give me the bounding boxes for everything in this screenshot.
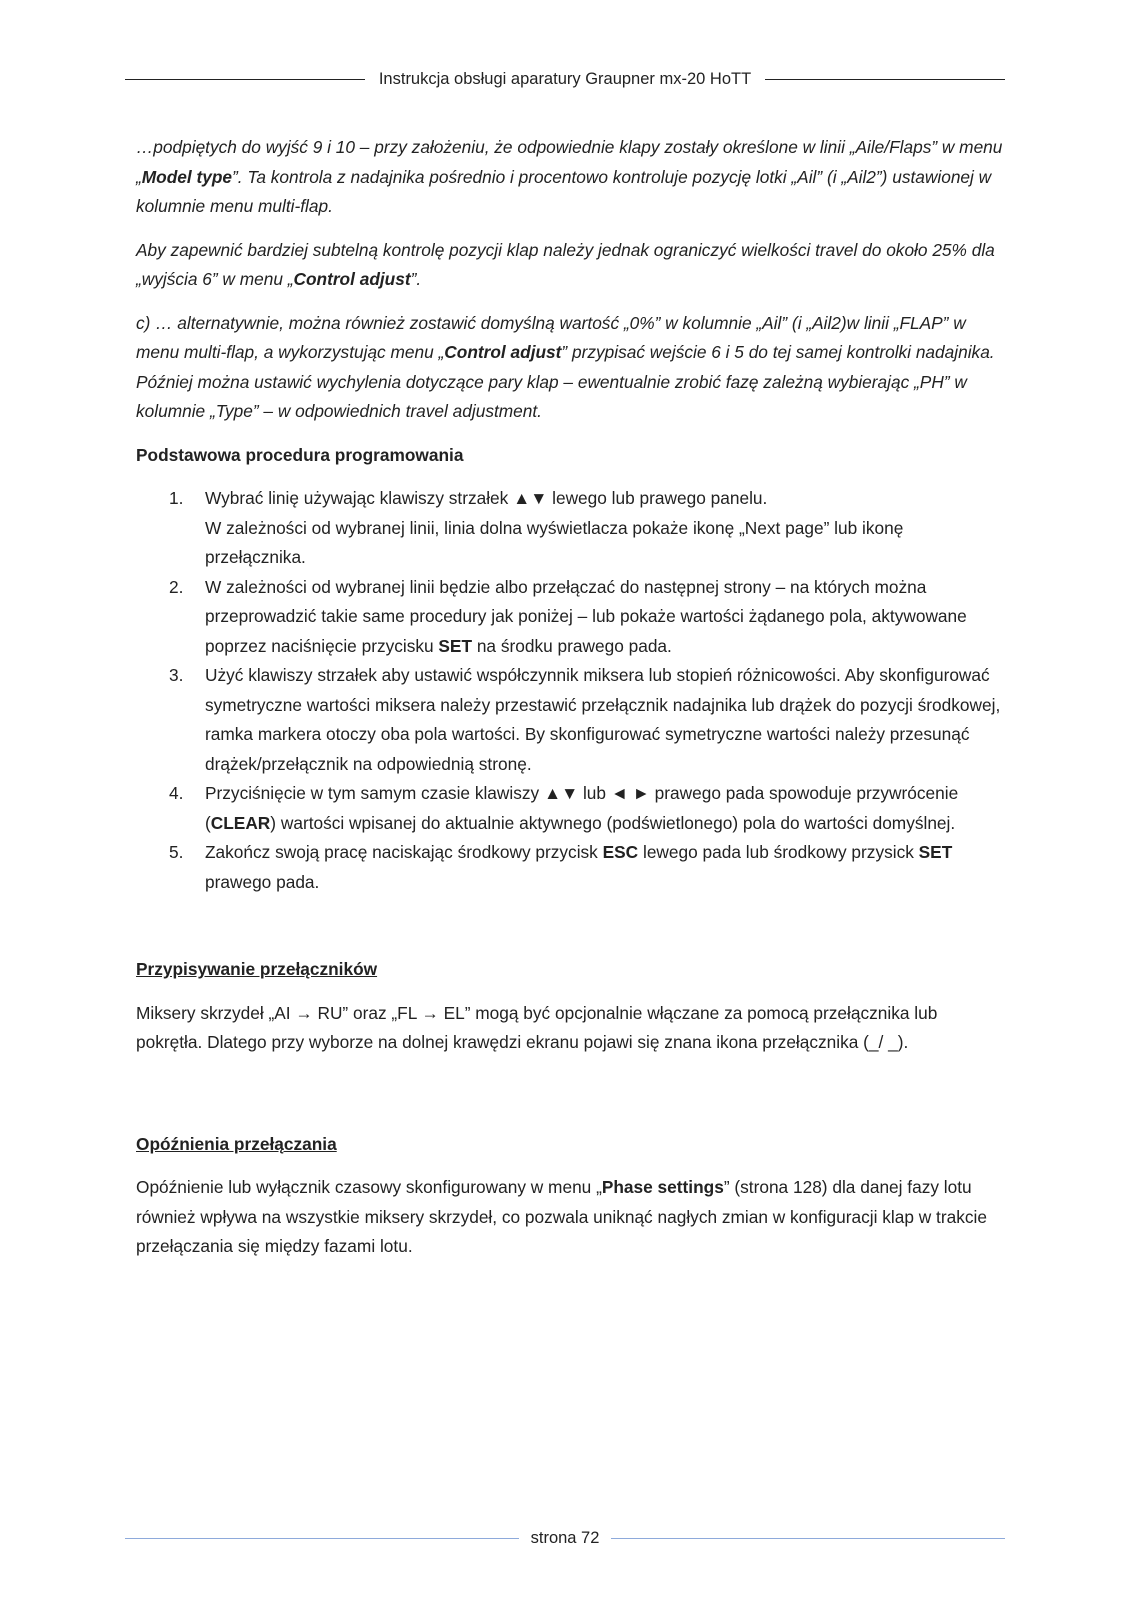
step-text: W zależności od wybranej linii, linia dolna wyświetlacza pokaże ikonę „Next page” lub ikonę przełącznika. bbox=[205, 517, 904, 567]
step-number: 5. bbox=[169, 842, 184, 862]
delays-heading: Opóźnienia przełączania bbox=[136, 1133, 337, 1154]
header-title: Instrukcja obsługi aparatury Graupner mx-20 HoTT bbox=[378, 69, 752, 88]
menu-name: Model type bbox=[141, 166, 233, 187]
key-name: SET bbox=[438, 635, 473, 656]
page-number: strona 72 bbox=[530, 1528, 600, 1547]
text-run: ” (strona 128) dla danej fazy lotu również wpływa na wszystkie miksery skrzydeł, co pozwala uniknąć nagłych zmian w konfiguracji klap w trakcie przełączania się między fazami lotu. bbox=[136, 1177, 987, 1256]
procedure-heading: Podstawowa procedura programowania bbox=[136, 444, 464, 465]
step-text: na środku prawego pada. bbox=[472, 635, 672, 656]
key-name: CLEAR bbox=[210, 812, 271, 833]
page-footer bbox=[125, 1526, 1005, 1550]
list-item bbox=[136, 484, 1006, 573]
text-run: ”. bbox=[410, 269, 422, 289]
key-name: ESC bbox=[602, 842, 639, 862]
step-text: prawego pada. bbox=[205, 871, 320, 892]
text-run: Aby zapewnić bardziej subtelną kontrolę pozycji klap należy jednak ograniczyć wielkości travel do około 25% dla „wyjścia 6” w menu „ bbox=[136, 239, 995, 289]
intro-paragraph-3 bbox=[136, 309, 1006, 427]
step-text: Użyć klawiszy strzałek aby ustawić współczynnik miksera lub stopień różnicowości. Aby skonfigurować symetryczne wartości miksera należy przestawić przełącznik nadajnika lub drążek do pozycji środkowej, ramka markera otoczy oba pola wartości. By skonfigurować symetryczne wartości należy przesunąć drążek/przełącznik na odpowiednią stronę. bbox=[205, 665, 1001, 774]
step-text: Przyciśnięcie w tym samym czasie klawiszy ▲▼ lub ◄ ► prawego pada spowoduje przywrócenie ( bbox=[205, 783, 959, 833]
text-run: Opóźnienie lub wyłącznik czasowy skonfigurowany w menu „ bbox=[136, 1177, 602, 1197]
menu-name: Phase settings bbox=[601, 1177, 724, 1197]
step-text: Zakończ swoją pracę naciskając środkowy przycisk bbox=[205, 842, 603, 862]
step-number: 2. bbox=[169, 576, 184, 597]
list-item bbox=[136, 838, 1006, 897]
spacer bbox=[136, 1072, 1006, 1130]
delays-paragraph bbox=[136, 1173, 1006, 1262]
text-run: c) … alternatywnie, można również zostawić domyślną wartość „0%” w kolumnie „Ail” (i „Ail2)w linii „FLAP” w menu multi-flap, a wykorzystując menu „ bbox=[136, 312, 966, 362]
step-text: Wybrać linię używając klawiszy strzałek ▲▼ lewego lub prawego panelu. bbox=[205, 488, 768, 508]
switches-paragraph: Miksery skrzydeł „AI → RU” oraz „FL → EL” mogą być opcjonalnie włączane za pomocą przełącznika lub pokrętła. Dlatego przy wyborze na dolnej krawędzi ekranu pojawi się znana ikona przełącznika (_/ _). bbox=[136, 1002, 938, 1052]
footer-rule-left bbox=[125, 1538, 519, 1539]
step-text: lewego pada lub środkowy przysick bbox=[638, 842, 919, 862]
intro-paragraph-1 bbox=[136, 133, 1006, 222]
text-run: ”. Ta kontrola z nadajnika pośrednio i procentowo kontroluje pozycję lotki „Ail” (i „Ail2”) ustawionej w kolumnie menu multi-flap. bbox=[136, 166, 992, 216]
spacer bbox=[136, 897, 1006, 955]
list-item bbox=[136, 661, 1006, 779]
footer-rule-right bbox=[611, 1538, 1005, 1539]
step-number: 4. bbox=[169, 783, 184, 803]
page-content bbox=[136, 133, 1006, 1276]
procedure-steps bbox=[136, 484, 1006, 897]
header-rule-left bbox=[125, 79, 365, 80]
header-rule-right bbox=[765, 79, 1005, 80]
step-text: W zależności od wybranej linii będzie albo przełączać do następnej strony – na których można przeprowadzić takie same procedury jak poniżej – lub pokaże wartości żądanego pola, aktywowane poprzez naciśnięcie przycisku bbox=[205, 576, 967, 656]
step-number: 1. bbox=[169, 488, 184, 508]
switches-heading: Przypisywanie przełączników bbox=[136, 959, 378, 979]
step-text: ) wartości wpisanej do aktualnie aktywnego (podświetlonego) pola do wartości domyślnej. bbox=[270, 812, 956, 833]
text-run: …podpiętych do wyjść 9 i 10 – przy założeniu, że odpowiednie klapy zostały określone w linii „Aile/Flaps” w menu „ bbox=[136, 137, 1003, 187]
intro-paragraph-2 bbox=[136, 236, 1006, 295]
text-run: ” przypisać wejście 6 i 5 do tej samej kontrolki nadajnika. Później można ustawić wychylenia dotyczące pary klap – ewentualnie zrobić fazę zależną wybierając „PH” w kolumnie „Type” – w odpowiednich travel adjustment. bbox=[136, 342, 995, 421]
list-item bbox=[136, 779, 1006, 838]
page-header bbox=[125, 66, 1005, 92]
menu-name: Control adjust bbox=[293, 269, 411, 289]
list-item bbox=[136, 573, 1006, 662]
key-name: SET bbox=[918, 842, 953, 862]
step-number: 3. bbox=[169, 665, 184, 685]
menu-name: Control adjust bbox=[444, 342, 562, 362]
